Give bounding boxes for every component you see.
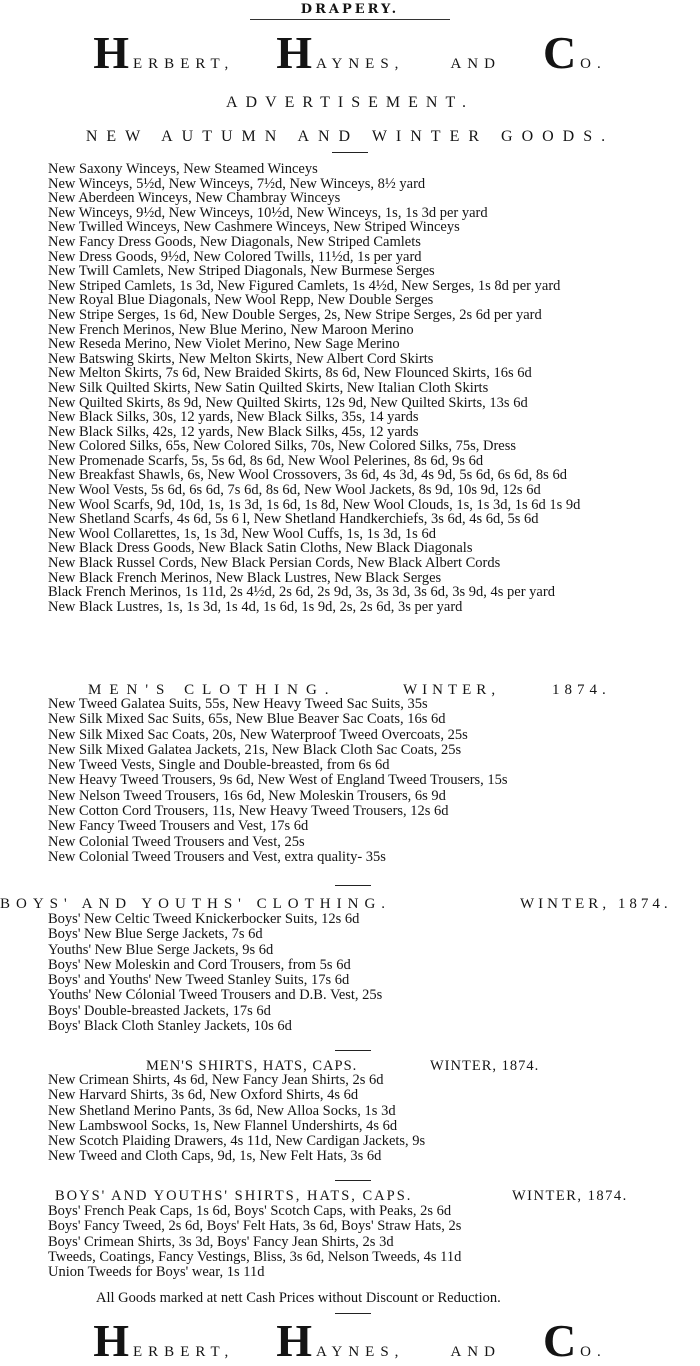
list-item: New Colonial Tweed Trousers and Vest, 25s (48, 833, 305, 850)
boys-clothing-heading: BOYS' AND YOUTHS' CLOTHING. (0, 896, 392, 912)
list-item: New Black Russel Cords, New Black Persian Cords, New Black Albert Cords (48, 555, 501, 572)
list-item: New Winceys, 9½d, New Winceys, 10½d, New Winceys, 1s, 1s 3d per yard (48, 204, 488, 221)
list-item: New Breakfast Shawls, 6s, New Wool Crossovers, 3s 6d, 4s 3d, 4s 9d, 5s 6d, 6s 6d, 8s 6d (48, 467, 567, 484)
mens-shirts-list (48, 1073, 425, 1165)
list-item: Black French Merinos, 1s 11d, 2s 4½d, 2s 6d, 2s 9d, 3s, 3s 3d, 3s 6d, 3s 9d, 4s per yard (48, 584, 555, 601)
list-item: New Royal Blue Diagonals, New Wool Repp, New Double Serges (48, 292, 434, 309)
firm-word: AND (450, 56, 501, 72)
firm-header-bottom (0, 1315, 700, 1366)
boys-shirts-season: WINTER, 1874. (512, 1188, 628, 1204)
list-item: New Fancy Dress Goods, New Diagonals, New Striped Camlets (48, 233, 421, 250)
list-item: Youths' New Blue Serge Jackets, 9s 6d (48, 941, 274, 958)
section-tag: DRAPERY. (300, 2, 400, 17)
list-item: New Scotch Plaiding Drawers, 4s 11d, New Cardigan Jackets, 9s (48, 1133, 426, 1150)
boys-shirts-list (48, 1204, 461, 1280)
list-item: New Tweed and Cloth Caps, 9d, 1s, New Felt Hats, 3s 6d (48, 1148, 382, 1165)
list-item: New Shetland Scarfs, 4s 6d, 5s 6 l, New Shetland Handkerchiefs, 3s 6d, 4s 6d, 5s 6d (48, 511, 539, 528)
list-item: Union Tweeds for Boys' wear, 1s 11d (48, 1264, 265, 1281)
list-item: New Winceys, 5½d, New Winceys, 7½d, New Winceys, 8½ yard (48, 175, 426, 192)
list-item: Boys' and Youths' New Tweed Stanley Suits, 17s 6d (48, 972, 350, 989)
list-item: Boys' French Peak Caps, 1s 6d, Boys' Scotch Caps, with Peaks, 2s 6d (48, 1203, 452, 1219)
list-item: Boys' New Celtic Tweed Knickerbocker Suits, 12s 6d (48, 911, 360, 927)
list-item: New Lambswool Socks, 1s, New Flannel Undershirts, 4s 6d (48, 1117, 398, 1134)
list-item: New Saxony Winceys, New Steamed Winceys (48, 161, 318, 177)
firm-word: C O. (542, 27, 607, 78)
list-item: New Black French Merinos, New Black Lustres, New Black Serges (48, 569, 442, 586)
list-item: New Reseda Merino, New Violet Merino, New Sage Merino (48, 336, 400, 353)
list-item: New French Merinos, New Blue Merino, New Maroon Merino (48, 321, 414, 338)
divider (332, 152, 368, 153)
mens-shirts-heading: MEN'S SHIRTS, HATS, CAPS. (146, 1058, 358, 1074)
list-item: New Dress Goods, 9½d, New Colored Twills, 11½d, 1s per yard (48, 248, 422, 265)
list-item: New Twilled Winceys, New Cashmere Winceys, New Striped Winceys (48, 219, 460, 236)
firm-word: HERBERT, (93, 27, 235, 78)
list-item: New Black Lustres, 1s, 1s 3d, 1s 4d, 1s 6d, 1s 9d, 2s, 2s 6d, 3s per yard (48, 598, 463, 615)
mens-clothing-season: WINTER, (403, 682, 501, 698)
list-item: New Wool Vests, 5s 6d, 6s 6d, 7s 6d, 8s 6d, New Wool Jackets, 8s 9d, 10s 9d, 12s 6d (48, 482, 541, 499)
divider (335, 885, 371, 886)
list-item: New Cotton Cord Trousers, 11s, New Heavy Tweed Trousers, 12s 6d (48, 803, 449, 820)
list-item: Boys' New Moleskin and Cord Trousers, from 5s 6d (48, 956, 351, 973)
list-item: Boys' New Blue Serge Jackets, 7s 6d (48, 926, 263, 943)
list-item: Youths' New Cólonial Tweed Trousers and D.B. Vest, 25s (48, 987, 383, 1004)
list-item: New Promenade Scarfs, 5s, 5s 6d, 8s 6d, New Wool Pelerines, 8s 6d, 9s 6d (48, 452, 484, 469)
list-item: New Silk Mixed Sac Suits, 65s, New Blue Beaver Sac Coats, 16s 6d (48, 711, 446, 728)
firm-word: HERBERT, (93, 1315, 235, 1366)
divider (335, 1313, 371, 1314)
list-item: New Black Dress Goods, New Black Satin Cloths, New Black Diagonals (48, 540, 473, 557)
list-item: New Twill Camlets, New Striped Diagonals, New Burmese Serges (48, 263, 435, 280)
firm-word: C O. (542, 1315, 607, 1366)
list-item: New Quilted Skirts, 8s 9d, New Quilted Skirts, 12s 9d, New Quilted Skirts, 13s 6d (48, 394, 528, 411)
list-item: New Aberdeen Winceys, New Chambray Winceys (48, 190, 341, 207)
list-item: New Tweed Vests, Single and Double-breasted, from 6s 6d (48, 757, 390, 774)
divider (335, 1180, 371, 1181)
closing-note: All Goods marked at nett Cash Prices without Discount or Reduction. (96, 1290, 501, 1306)
list-item: New Shetland Merino Pants, 3s 6d, New Alloa Socks, 1s 3d (48, 1102, 396, 1119)
list-item: Boys' Double-breasted Jackets, 17s 6d (48, 1002, 271, 1019)
advertisement-label: ADVERTISEMENT. (225, 94, 475, 111)
list-item: New Heavy Tweed Trousers, 9s 6d, New West of England Tweed Trousers, 15s (48, 772, 508, 789)
list-item: New Tweed Galatea Suits, 55s, New Heavy Tweed Sac Suits, 35s (48, 696, 428, 712)
mens-clothing-year: 1874. (552, 682, 611, 698)
list-item: New Silk Quilted Skirts, New Satin Quilted Skirts, New Italian Cloth Skirts (48, 379, 489, 396)
boys-clothing-list (48, 912, 382, 1034)
list-item: New Stripe Serges, 1s 6d, New Double Serges, 2s, New Stripe Serges, 2s 6d per yard (48, 306, 542, 323)
divider (335, 1050, 371, 1051)
list-item: New Batswing Skirts, New Melton Skirts, New Albert Cord Skirts (48, 350, 434, 367)
firm-header-top (0, 27, 700, 78)
main-heading: NEW AUTUMN AND WINTER GOODS. (85, 128, 615, 145)
list-item: New Wool Collarettes, 1s, 1s 3d, New Wool Cuffs, 1s, 1s 3d, 1s 6d (48, 525, 436, 542)
list-item: New Silk Mixed Sac Coats, 20s, New Waterproof Tweed Overcoats, 25s (48, 726, 468, 743)
boys-clothing-season: WINTER, 1874. (520, 896, 672, 912)
firm-word: HAYNES, (276, 1315, 405, 1366)
mens-clothing-list (48, 697, 508, 865)
mens-clothing-heading: MEN'S CLOTHING. (88, 682, 337, 698)
list-item: New Wool Scarfs, 9d, 10d, 1s, 1s 3d, 1s 6d, 1s 8d, New Wool Clouds, 1s, 1s 3d, 1s 6d 1s 9d (48, 496, 581, 513)
list-item: New Striped Camlets, 1s 3d, New Figured Camlets, 1s 4½d, New Serges, 1s 8d per yard (48, 277, 561, 294)
list-item: New Melton Skirts, 7s 6d, New Braided Skirts, 8s 6d, New Flounced Skirts, 16s 6d (48, 365, 532, 382)
list-item: New Colored Silks, 65s, New Colored Silks, 70s, New Colored Silks, 75s, Dress (48, 438, 517, 455)
list-item: New Crimean Shirts, 4s 6d, New Fancy Jean Shirts, 2s 6d (48, 1072, 384, 1088)
list-item: Tweeds, Coatings, Fancy Vestings, Bliss, 3s 6d, Nelson Tweeds, 4s 11d (48, 1248, 462, 1265)
list-item: New Harvard Shirts, 3s 6d, New Oxford Shirts, 4s 6d (48, 1087, 359, 1104)
mens-shirts-season: WINTER, 1874. (430, 1058, 540, 1074)
drapery-list (48, 162, 580, 614)
list-item: New Black Silks, 30s, 12 yards, New Black Silks, 35s, 14 yards (48, 409, 419, 426)
list-item: New Colonial Tweed Trousers and Vest, extra quality- 35s (48, 848, 386, 865)
top-divider (250, 19, 450, 20)
list-item: New Black Silks, 42s, 12 yards, New Black Silks, 45s, 12 yards (48, 423, 419, 440)
list-item: Boys' Fancy Tweed, 2s 6d, Boys' Felt Hats, 3s 6d, Boys' Straw Hats, 2s (48, 1218, 462, 1235)
firm-word: AND (450, 1344, 501, 1360)
firm-word: HAYNES, (276, 27, 405, 78)
list-item: Boys' Crimean Shirts, 3s 3d, Boys' Fancy Jean Shirts, 2s 3d (48, 1233, 394, 1250)
list-item: New Silk Mixed Galatea Jackets, 21s, New Black Cloth Sac Coats, 25s (48, 741, 462, 758)
list-item: New Nelson Tweed Trousers, 16s 6d, New Moleskin Trousers, 6s 9d (48, 787, 446, 804)
list-item: New Fancy Tweed Trousers and Vest, 17s 6d (48, 818, 309, 835)
boys-shirts-heading: BOYS' AND YOUTHS' SHIRTS, HATS, CAPS. (55, 1188, 413, 1204)
list-item: Boys' Black Cloth Stanley Jackets, 10s 6d (48, 1018, 292, 1035)
